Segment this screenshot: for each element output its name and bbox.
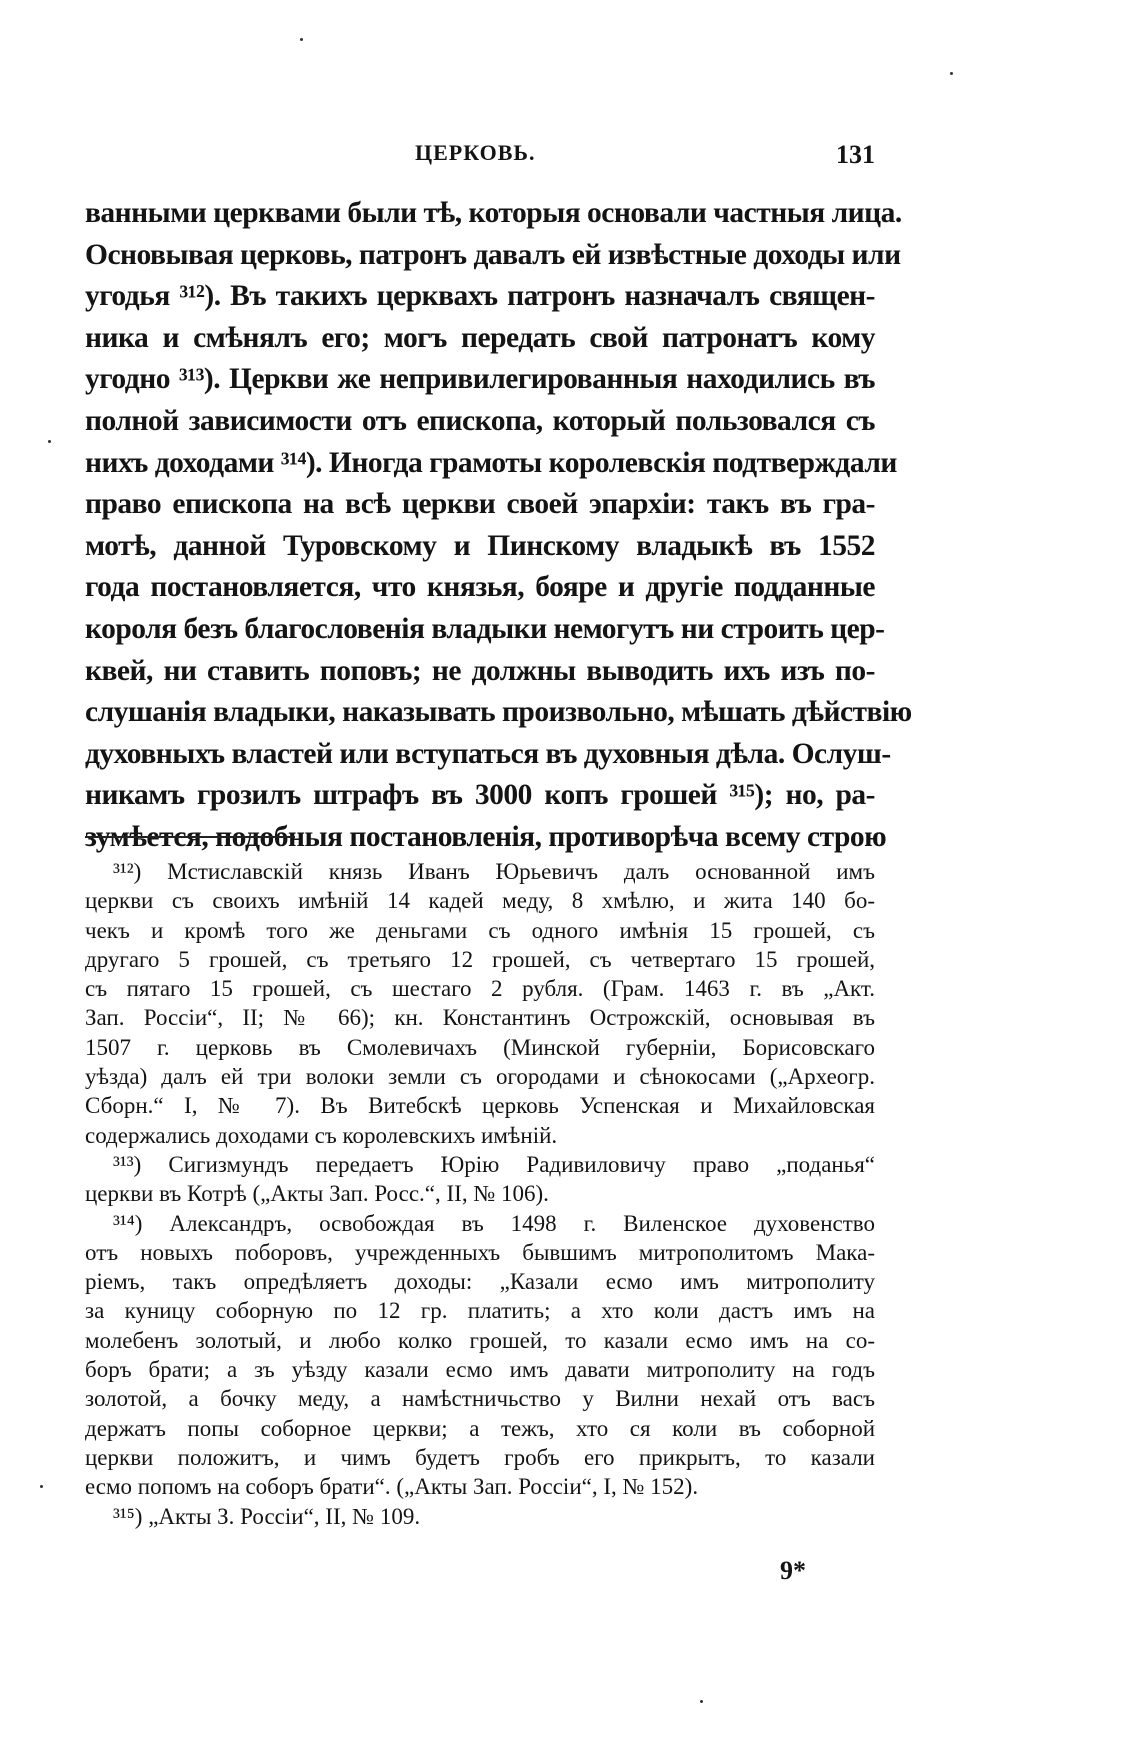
footnote-line: держатъ попы соборное церкви; а тежъ, хто ся коли въ соборной <box>85 1415 875 1441</box>
footnote-line: съ пятаго 15 грошей, съ шестаго 2 рубля. (Грам. 1463 г. въ „Акт. <box>85 976 875 1002</box>
body-line: духовныхъ властей или вступаться въ духовныя дѣла. Ослуш- <box>85 737 891 770</box>
footnote-line: за куницу соборную по 12 гр. платить; а хто коли дастъ имъ на <box>85 1298 875 1324</box>
footnote-line: золотой, а бочку меду, а намѣстничьство у Вилни нехай отъ васъ <box>85 1386 875 1412</box>
footnotes <box>85 857 875 1531</box>
body-line: мотѣ, данной Туровскому и Пинскому владыкѣ въ 1552 <box>85 529 875 562</box>
footnote-line: ³¹⁵) „Акты З. Россіи“, II, № 109. <box>113 1503 421 1529</box>
footnote-line: уѣзда) далъ ей три волоки земли съ огородами и сѣнокосами („Археогр. <box>85 1064 875 1090</box>
body-line: ника и смѣнялъ его; могъ передать свой патронатъ кому <box>85 321 875 354</box>
body-line: полной зависимости отъ епископа, который пользовался съ <box>85 404 875 437</box>
footnote-line: ріемъ, такъ опредѣляетъ доходы: „Казали есмо имъ митрополиту <box>85 1269 875 1295</box>
body-line: года постановляется, что князья, бояре и другіе подданные <box>85 571 875 604</box>
footnote-line: Зап. Россіи“, II; № 66); кн. Константинъ Острожскій, основывая въ <box>85 1005 875 1031</box>
footnote-315 <box>85 1502 875 1531</box>
footnote-line: молебенъ золотый, и любо колко грошей, то казали есмо имъ на со- <box>85 1327 875 1353</box>
footnote-313 <box>85 1150 875 1209</box>
body-line: ванными церквами были тѣ, которыя основали частныя лица. <box>85 197 902 229</box>
page-number: 131 <box>836 140 875 169</box>
body-line: короля безъ благословенія владыки немогутъ ни строить цер- <box>85 612 885 645</box>
footnote-line: есмо попомъ на соборъ брати“. („Акты Зап. Россіи“, I, № 152). <box>85 1474 699 1500</box>
footnote-separator <box>85 836 295 838</box>
body-line: квей, ни ставить поповъ; не должны выводить ихъ изъ по- <box>85 654 875 687</box>
footnote-line: Сборн.“ I, № 7). Въ Витебскѣ церковь Успенская и Михайловская <box>85 1093 875 1119</box>
footnote-line: церкви положитъ, и чимъ будетъ гробъ его прикрытъ, то казали <box>85 1444 875 1470</box>
scan-speck <box>40 1485 43 1488</box>
body-line: угодья ³¹²). Въ такихъ церквахъ патронъ назначалъ священ- <box>85 280 875 313</box>
scan-speck <box>300 38 303 41</box>
footnote-314 <box>85 1209 875 1502</box>
scan-speck <box>48 440 51 443</box>
footnote-line: ³¹⁴) Александръ, освобождая въ 1498 г. Виленское духовенство <box>113 1210 875 1236</box>
scan-speck <box>700 1700 703 1703</box>
page-header <box>85 140 875 170</box>
body-line: угодно ³¹³). Церкви же непривилегированныя находились въ <box>85 363 875 396</box>
footnote-line: боръ брати; а зъ уѣзду казали есмо имъ давати митрополиту на годъ <box>85 1357 875 1383</box>
body-line: право епископа на всѣ церкви своей эпархіи: такъ въ гра- <box>85 488 875 521</box>
body-text <box>85 193 912 859</box>
signature-mark: 9* <box>780 1556 806 1585</box>
footnote-line: чекъ и кромѣ того же деньгами съ одного имѣнія 15 грошей, съ <box>85 917 875 943</box>
footnote-line: ³¹²) Мстиславскій князь Иванъ Юрьевичъ далъ основанной имъ <box>113 859 875 884</box>
body-line: нихъ доходами ³¹⁴). Иногда грамоты королевскія подтверждали <box>85 446 897 479</box>
footnote-line: содержались доходами съ королевскихъ имѣній. <box>85 1122 558 1148</box>
body-line: слушанія владыки, наказывать произвольно, мѣшать дѣйствію <box>85 696 912 729</box>
footnote-312 <box>85 857 875 1150</box>
footnote-line: ³¹³) Сигизмундъ передаетъ Юрію Радивиловичу право „поданья“ <box>113 1151 875 1177</box>
running-title: ЦЕРКОВЬ. <box>415 140 536 165</box>
footnote-line: церкви въ Котрѣ („Акты Зап. Росс.“, II, № 106). <box>85 1181 549 1207</box>
footnote-line: церкви съ своихъ имѣній 14 кадей меду, 8 хмѣлю, и жита 140 бо- <box>85 888 875 914</box>
footnote-line: отъ новыхъ поборовъ, учрежденныхъ бывшимъ митрополитомъ Мака- <box>85 1239 875 1265</box>
footnote-line: 1507 г. церковь въ Смолевичахъ (Минской губерніи, Борисовскаго <box>85 1034 875 1060</box>
body-line: никамъ грозилъ штрафъ въ 3000 копъ грошей ³¹⁵); но, ра- <box>85 779 875 812</box>
body-line: зумѣется, подобныя постановленія, противорѣча всему строю <box>85 820 887 853</box>
footnote-line: другаго 5 грошей, съ третьяго 12 грошей, съ четвертаго 15 грошей, <box>85 946 875 972</box>
body-line: Основывая церковь, патронъ давалъ ей извѣстные доходы или <box>85 238 901 271</box>
scan-speck <box>950 72 953 75</box>
